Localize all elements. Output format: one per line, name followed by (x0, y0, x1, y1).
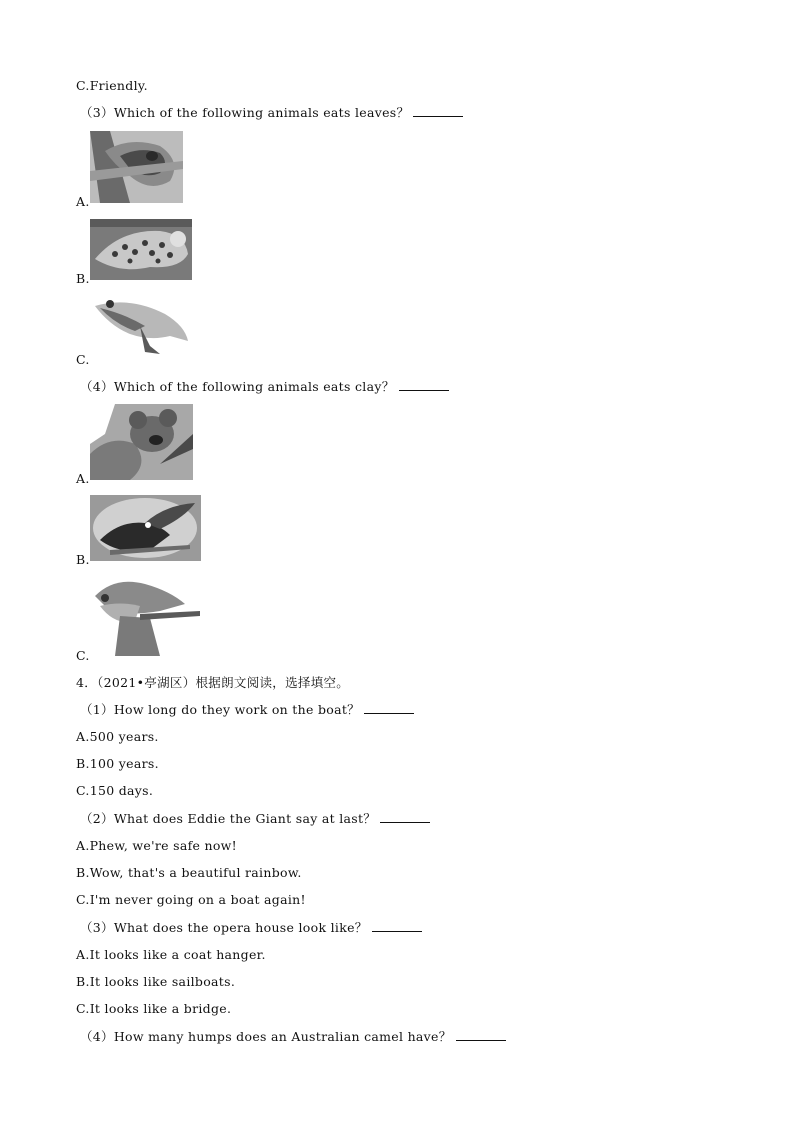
question-text: （3）What does the opera house look like？ (80, 920, 368, 935)
question-1-boat (80, 702, 414, 718)
option-b-label: B. (76, 552, 90, 567)
answer-blank (380, 811, 430, 823)
question-2-eddie (80, 811, 430, 827)
chameleon-image (90, 131, 183, 203)
question-3-opera-house (80, 920, 422, 936)
option-a-label: A. (76, 194, 90, 209)
question-text: （2）What does Eddie the Giant say at last？ (80, 811, 377, 826)
section-4-heading: 4．（2021•亭湖区）根据朗文阅读，选择填空。 (76, 675, 350, 690)
option-b: B.100 years. (76, 756, 159, 771)
option-a-label: A. (76, 471, 90, 486)
bird-flying-image (90, 296, 192, 357)
option-b: B.It looks like sailboats. (76, 974, 236, 989)
option-c: C.150 days. (76, 783, 154, 798)
parrot-image (90, 576, 200, 656)
answer-blank (456, 1029, 506, 1041)
question-4-camel (80, 1029, 506, 1045)
question-4-clay (80, 379, 449, 395)
option-c: C.It looks like a bridge. (76, 1001, 232, 1016)
question-text: （4）Which of the following animals eats clay？ (80, 379, 395, 394)
question-text: （3）Which of the following animals eats leaves？ (80, 105, 410, 120)
answer-blank (364, 702, 414, 714)
option-b: B.Wow, that's a beautiful rainbow. (76, 865, 302, 880)
leopard-image (90, 219, 192, 280)
option-a: A.Phew, we're safe now! (76, 838, 237, 853)
toucan-image (90, 495, 201, 561)
option-a: A.500 years. (76, 729, 159, 744)
answer-blank (413, 105, 463, 117)
answer-blank (372, 920, 422, 932)
option-c: C.I'm never going on a boat again! (76, 892, 306, 907)
option-a: A.It looks like a coat hanger. (76, 947, 266, 962)
question-3-leaves (80, 105, 463, 121)
question-text: （1）How long do they work on the boat？ (80, 702, 360, 717)
question-text: （4）How many humps does an Australian camel have？ (80, 1029, 452, 1044)
answer-blank (399, 379, 449, 391)
option-c-label: C. (76, 352, 90, 367)
koala-image (90, 404, 193, 480)
option-c-friendly: C.Friendly. (76, 78, 148, 93)
option-c-label: C. (76, 648, 90, 663)
option-b-label: B. (76, 271, 90, 286)
